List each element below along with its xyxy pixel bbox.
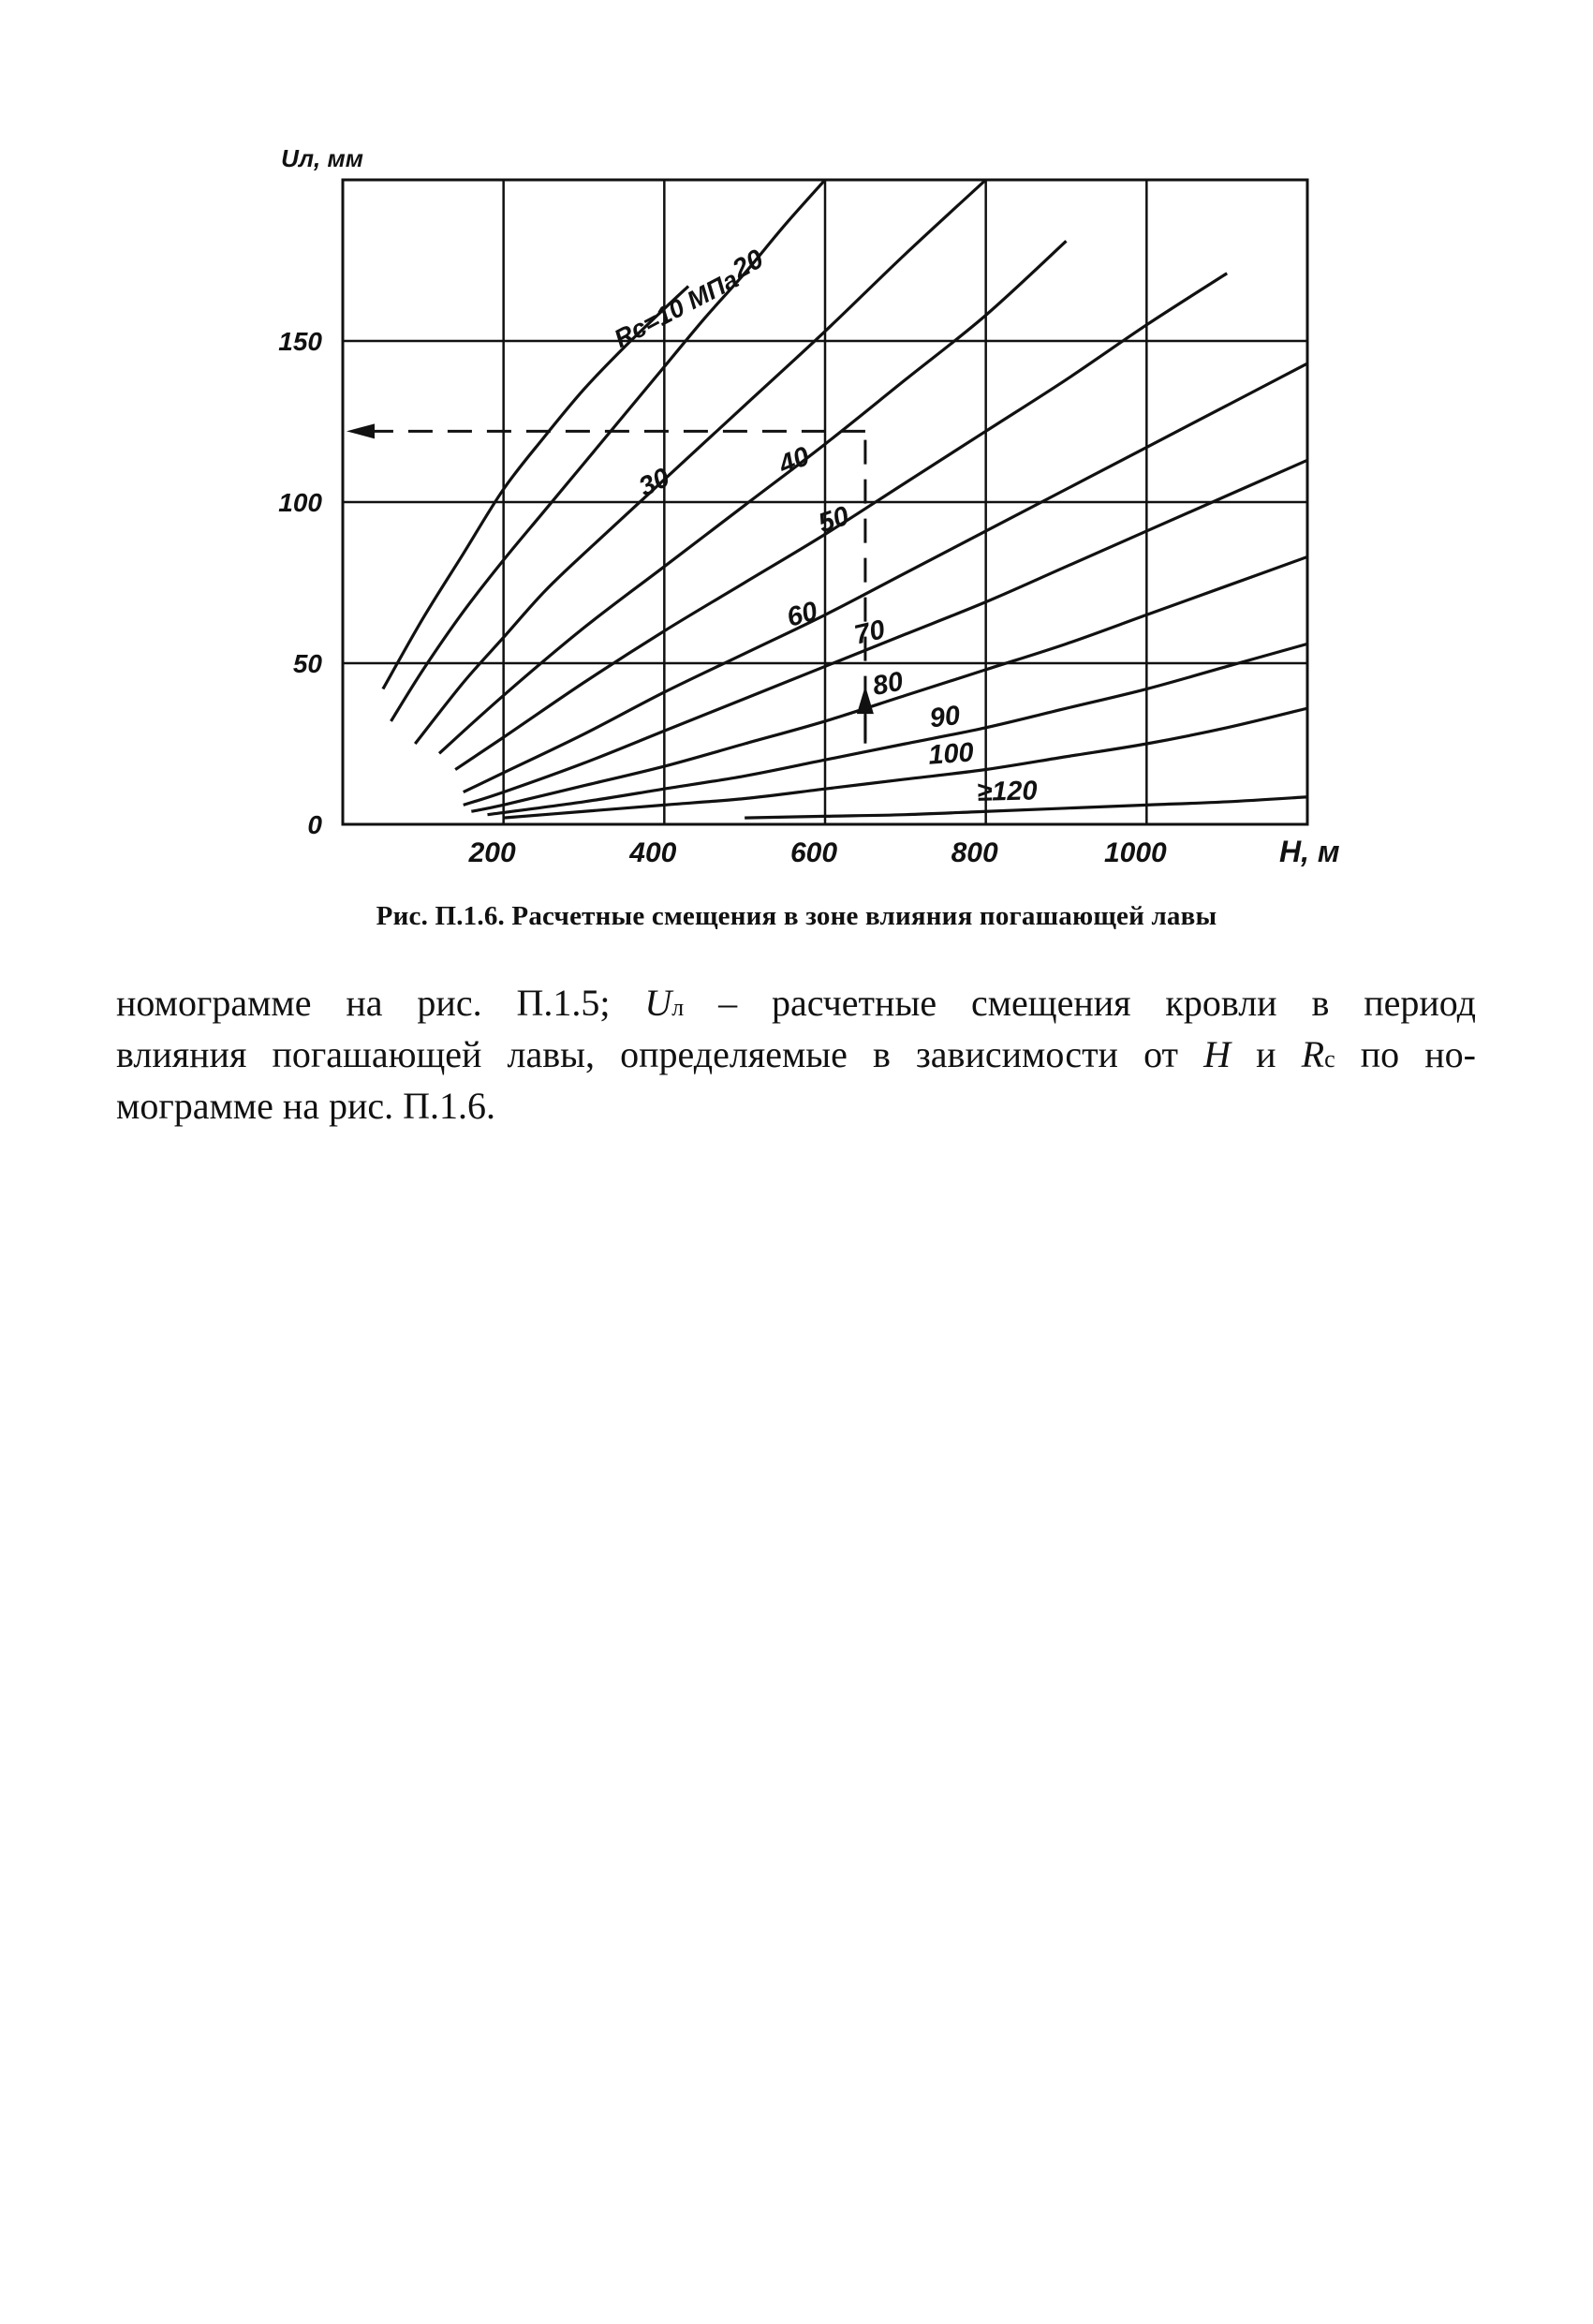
text-fragment: номограмме на рис. П.1.5; [116,982,645,1024]
curve-4 [439,241,1067,753]
text-fragment: – расчетные смещения кровли в период [684,982,1476,1024]
curve-label: 30 [634,462,675,503]
curve-label: 20 [728,244,769,286]
x-axis-title: H, м [1279,835,1340,868]
variable-H: H [1203,1033,1232,1075]
curve-10 [504,708,1307,818]
variable-R: R [1301,1033,1325,1075]
y-tick-label: 150 [278,327,322,356]
chart-curves [383,180,1307,818]
y-axis-title: Uл, мм [281,144,363,172]
chart-labels [278,144,1340,868]
curve-label: 100 [927,737,975,771]
curve-label: 40 [774,441,815,481]
x-tick-label: 200 [468,837,516,868]
curve-label: 80 [870,666,906,703]
arrow-up-icon [857,686,874,714]
paragraph-line-1 [116,980,1476,1031]
text-fragment: по но- [1335,1033,1476,1075]
x-tick-label: 600 [789,837,838,868]
curve-6 [464,363,1307,792]
curve-3 [415,180,985,744]
paragraph-line-2 [116,1031,1476,1083]
curve-label: 60 [783,596,821,633]
variable-U: U [644,982,672,1024]
curve-7 [464,460,1307,805]
curve-label: Rc=10 МПа [609,265,744,353]
curve-label: ≥120 [976,776,1038,807]
subscript-c: c [1324,1045,1335,1073]
figure-caption: Рис. П.1.6. Расчетные смещения в зоне влияния погашающей лавы [376,901,1217,931]
y-tick-label: 50 [292,649,322,678]
text-fragment: влияния погашающей лавы, определяемые в зависимости от [116,1033,1204,1075]
chart-grid [343,180,1307,824]
x-tick-label: 400 [629,837,677,868]
y-tick-label: 0 [307,810,322,839]
paragraph-line-3: мограмме на рис. П.1.6. [116,1085,496,1127]
curve-label: 70 [851,614,889,651]
curve-label: 50 [814,500,853,540]
body-paragraph [116,980,1476,1130]
curve-label: 90 [928,700,962,734]
x-tick-label: 1000 [1103,837,1167,868]
displacement-nomogram [0,0,1593,937]
arrow-left-icon [347,423,375,438]
x-tick-label: 800 [951,837,998,868]
subscript-l: л [671,994,685,1021]
text-fragment: и [1231,1033,1302,1075]
y-tick-label: 100 [278,488,322,517]
